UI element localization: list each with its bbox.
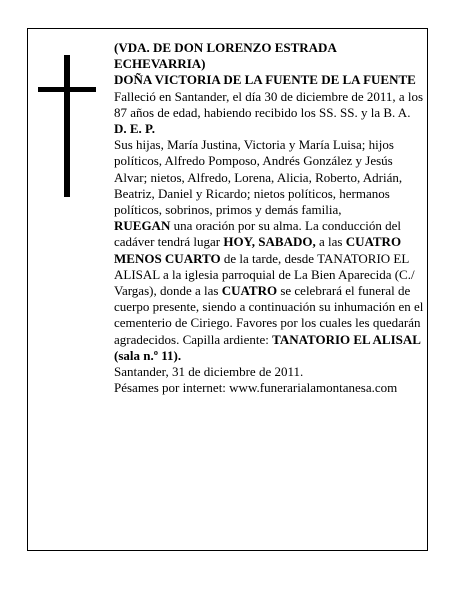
death-line-1: Falleció en Santander, el día 30 de diciembre de 2011, a los — [114, 88, 424, 104]
obituary-text — [114, 40, 426, 396]
death-line-2: 87 años de edad, habiendo recibido los SS. SS. y la B. A. — [114, 104, 411, 120]
service-details: RUEGAN una oración por su alma. La conducción del cadáver tendrá lugar HOY, SABADO, a las CUATRO MENOS CUARTO de la tarde, desde TANATORIO EL ALISAL a la iglesia parroquial de La Bien Aparecida (C./ Vargas), donde a las CUATRO se celebrará el funeral de cuerpo presente, siendo a continuación su inhumación en el cementerio de Ciriego. Favores por los cuales les quedarán agradecidos. Capilla ardiente: TANATORIO EL ALISAL (sala n.º 11). — [114, 218, 424, 363]
widow-heading: (VDA. DE DON LORENZO ESTRADA ECHEVARRIA) — [114, 40, 337, 72]
family-list: Sus hijas, María Justina, Victoria y María Luisa; hijos políticos, Alfredo Pomposo, Andrés González y Jesús Alvar; nietos, Alfredo, Lorena, Alicia, Roberto, Adrián, Beatriz, Daniel y Ricardo; nietos políticos, hermanos políticos, sobrinos, primos y demás familia, — [114, 137, 403, 218]
cross-icon — [64, 55, 70, 197]
date-line: Santander, 31 de diciembre de 2011. — [114, 364, 304, 380]
dep-label: D. E. P. — [114, 121, 156, 137]
deceased-name: DOÑA VICTORIA DE LA FUENTE DE LA FUENTE — [114, 72, 416, 88]
cross-icon-bar — [38, 87, 96, 92]
condolences-line: Pésames por internet: www.funerarialamontanesa.com — [114, 380, 398, 396]
